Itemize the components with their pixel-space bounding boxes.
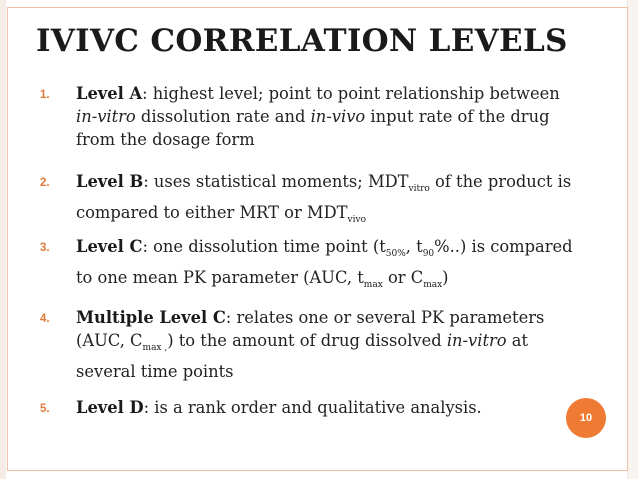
list-number: 2. <box>40 177 50 189</box>
item-text: input rate of the drug from the dosage form <box>76 107 550 149</box>
item-text: , t <box>405 237 423 256</box>
list-item-multiple-level-c <box>40 306 580 383</box>
list-number: 3. <box>40 242 50 254</box>
item-text: at several time points <box>76 331 529 381</box>
item-text: of the product is compared to either MRT or MDT <box>76 172 572 222</box>
list-item-level-d <box>40 396 580 419</box>
item-text: or C <box>382 268 424 287</box>
right-decorative-stripe <box>627 0 638 479</box>
list-number: 4. <box>40 313 50 325</box>
list-item-text <box>76 235 580 297</box>
item-text: : one dissolution time point (t <box>142 237 386 256</box>
item-text: %..) is compared to one mean PK parameter (AUC, t <box>76 237 573 287</box>
slide-title: IVIVC CORRELATION LEVELS <box>36 23 568 59</box>
item-subscript: max <box>423 280 443 290</box>
list-number: 5. <box>40 403 50 415</box>
item-subscript: vivo <box>347 215 366 225</box>
list-item-text <box>76 396 580 419</box>
item-label: Level A <box>76 84 143 103</box>
item-label: Multiple Level C <box>76 308 226 327</box>
list-item-text <box>76 82 580 151</box>
item-subscript: 90 <box>422 249 435 259</box>
list-item-level-c <box>40 235 580 297</box>
item-subscript: 50% <box>385 249 406 259</box>
item-label: Level B <box>76 172 144 191</box>
page-number-badge: 10 <box>566 398 606 438</box>
item-subscript: vitro <box>408 184 430 194</box>
item-text: ) <box>442 268 449 287</box>
item-text: : relates one or several PK parameters (AUC, C <box>76 308 545 350</box>
left-decorative-stripe <box>0 0 6 479</box>
item-text: : uses statistical moments; MDT <box>143 172 409 191</box>
item-italic-term: in-vivo <box>310 107 366 126</box>
list-item-level-a <box>40 82 580 151</box>
item-text: : is a rank order and qualitative analysis. <box>143 398 482 417</box>
item-label: Level C <box>76 237 143 256</box>
item-text: ) to the amount of drug dissolved <box>167 331 447 350</box>
item-text: : highest level; point to point relationship between <box>142 84 560 103</box>
list-item-level-b <box>40 170 580 232</box>
item-italic-term: in-vitro <box>76 107 136 126</box>
list-item-text <box>76 306 580 383</box>
item-italic-term: in-vitro <box>446 331 507 350</box>
item-subscript: max <box>363 280 383 290</box>
item-label: Level D <box>76 398 144 417</box>
list-item-text <box>76 170 580 232</box>
list-number: 1. <box>40 89 50 101</box>
item-text: dissolution rate and <box>135 107 311 126</box>
item-subscript: max , <box>142 343 168 353</box>
